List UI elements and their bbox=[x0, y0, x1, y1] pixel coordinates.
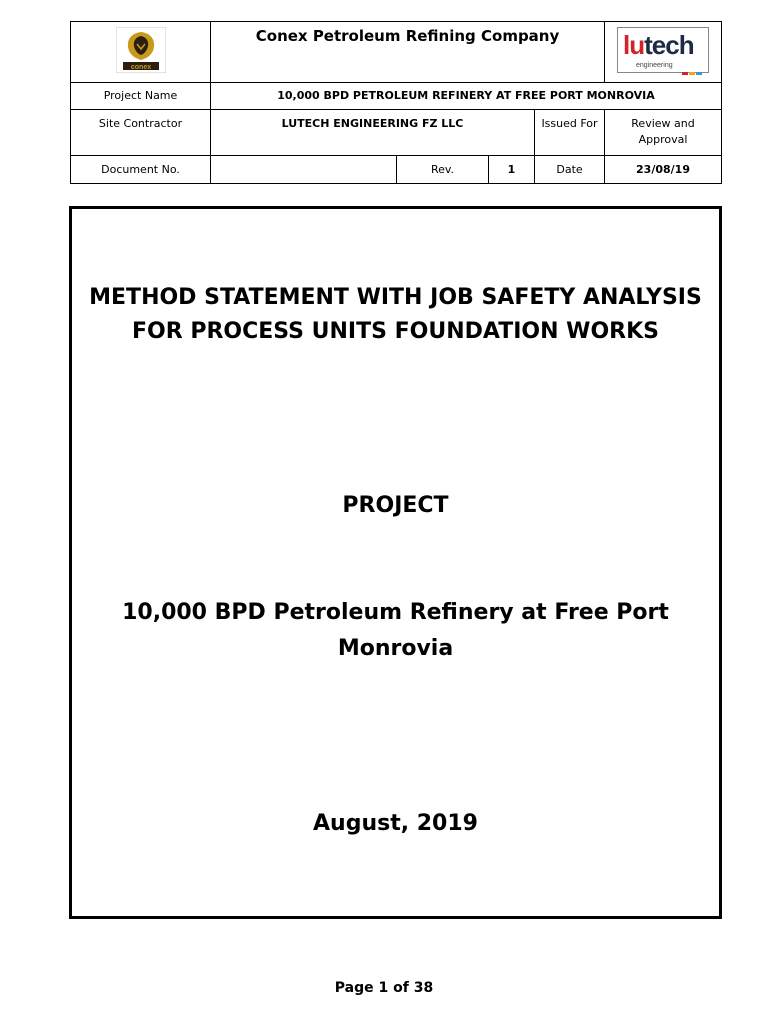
document-title: METHOD STATEMENT WITH JOB SAFETY ANALYSIS FOR PROCESS UNITS FOUNDATION WORKS bbox=[89, 285, 702, 344]
lutech-logo: lutech engineering bbox=[617, 27, 709, 73]
rev-value: 1 bbox=[489, 156, 535, 184]
date-label: Date bbox=[535, 156, 605, 184]
issued-for-value: Review and Approval bbox=[605, 110, 722, 156]
page-number: Page 1 of 38 bbox=[334, 980, 434, 996]
document-date: August, 2019 bbox=[313, 811, 478, 836]
project-title: 10,000 BPD Petroleum Refinery at Free Port Monrovia bbox=[122, 600, 669, 661]
document-no-value bbox=[211, 156, 397, 184]
issued-for-label: Issued For bbox=[535, 110, 605, 156]
project-name-label: Project Name bbox=[71, 83, 211, 110]
cover-page-frame bbox=[69, 206, 722, 919]
date-value: 23/08/19 bbox=[605, 156, 722, 184]
company-name: Conex Petroleum Refining Company bbox=[211, 22, 605, 83]
document-no-label: Document No. bbox=[71, 156, 211, 184]
project-label: PROJECT bbox=[342, 493, 449, 518]
conex-logo bbox=[116, 27, 166, 73]
site-contractor-value: LUTECH ENGINEERING FZ LLC bbox=[211, 110, 535, 156]
document-header-table bbox=[70, 21, 722, 184]
svg-text:conex: conex bbox=[130, 63, 151, 71]
project-name-value: 10,000 BPD PETROLEUM REFINERY AT FREE PORT MONROVIA bbox=[211, 83, 722, 110]
site-contractor-label: Site Contractor bbox=[71, 110, 211, 156]
rev-label: Rev. bbox=[397, 156, 489, 184]
lutech-logo-cell bbox=[605, 22, 722, 83]
conex-logo-cell bbox=[71, 22, 211, 83]
